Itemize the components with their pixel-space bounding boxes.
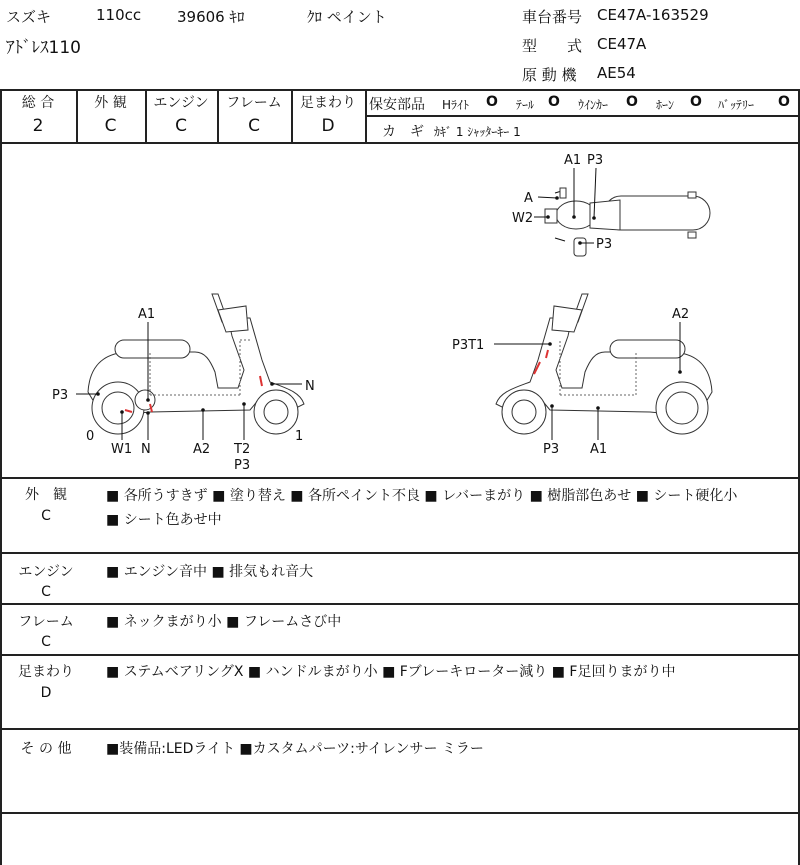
bullet-icon: ■ xyxy=(106,741,120,757)
detail-item: ステムベアリングX xyxy=(123,664,244,680)
detail-item: 排気もれ音大 xyxy=(229,564,314,580)
detail-items xyxy=(106,611,796,631)
diagram-label: A2 xyxy=(672,307,690,322)
divider xyxy=(0,552,800,554)
bullet-icon: ■ xyxy=(247,664,262,680)
diagram-label: P3 xyxy=(52,388,69,403)
detail-item: シート硬化小 xyxy=(653,488,738,504)
safety-mark-battery: O xyxy=(778,94,790,110)
bullet-icon: ■ xyxy=(290,488,304,504)
detail-item: 装備品:LEDライト xyxy=(119,741,235,757)
mileage: 39606 ｷﾛ xyxy=(177,8,245,26)
divider xyxy=(0,477,800,479)
grade-label-exterior: 外 観 xyxy=(94,95,127,111)
divider xyxy=(0,812,800,814)
key-value: ｶｷﾞ 1 ｼｬｯﾀｰｷｰ 1 xyxy=(434,125,521,139)
grade-value-suspension: D xyxy=(321,116,335,136)
detail-item: 各所ペイント不良 xyxy=(307,488,420,504)
bullet-icon: ■ xyxy=(551,664,565,680)
detail-category: フレーム xyxy=(18,614,74,630)
detail-item: ネックまがり小 xyxy=(123,614,222,630)
diagram-label: P3 xyxy=(596,237,613,252)
divider xyxy=(0,728,800,730)
safety-mark-headlight: O xyxy=(486,94,498,110)
detail-category: 足まわり xyxy=(18,664,74,680)
safety-item-tail: ﾃｰﾙ xyxy=(516,98,535,112)
scooter-left-view xyxy=(52,294,315,473)
divider xyxy=(0,654,800,656)
diagram-label: W2 xyxy=(512,211,534,226)
diagram-label: A1 xyxy=(138,307,156,322)
safety-mark-horn: O xyxy=(690,94,702,110)
type-value: CE47A xyxy=(597,35,647,53)
divider xyxy=(365,115,800,117)
bullet-icon: ■ xyxy=(382,664,396,680)
detail-category: 外 観 xyxy=(25,487,67,503)
detail-item: 塗り替え xyxy=(229,488,286,504)
bullet-icon: ■ xyxy=(106,512,120,528)
detail-grade: C xyxy=(41,634,51,650)
diagram-label: A2 xyxy=(193,442,211,457)
detail-grade: D xyxy=(40,685,52,701)
safety-item-winker: ｳｲﾝｶｰ xyxy=(578,98,609,112)
displacement: 110cc xyxy=(96,6,142,24)
bullet-icon: ■ xyxy=(239,741,253,757)
bullet-icon: ■ xyxy=(106,488,120,504)
bullet-icon: ■ xyxy=(226,614,240,630)
detail-items xyxy=(106,484,796,532)
diagram-label: P3 xyxy=(587,153,604,168)
detail-items xyxy=(106,738,796,758)
detail-item: 各所うすきず xyxy=(123,488,208,504)
detail-item: Fブレーキローター減り xyxy=(399,664,548,680)
diagram-label: T2 xyxy=(234,442,251,457)
paint: ｸﾛ ペイント xyxy=(307,8,387,26)
grade-label-engine: エンジン xyxy=(153,95,209,111)
detail-item: エンジン音中 xyxy=(123,564,207,580)
grade-value-exterior: C xyxy=(104,116,117,136)
model-name: ｱﾄﾞﾚｽ110 xyxy=(6,38,81,58)
diagram-label: P3T1 xyxy=(452,338,485,353)
diagram-label: N xyxy=(305,379,315,394)
detail-item: ハンドルまがり小 xyxy=(265,664,378,680)
grade-label-overall: 総 合 xyxy=(21,95,55,111)
divider xyxy=(0,89,800,91)
grade-value-engine: C xyxy=(175,116,187,136)
detail-category: エンジン xyxy=(18,564,74,580)
maker: スズキ xyxy=(6,8,52,26)
detail-grade: C xyxy=(41,584,51,600)
divider xyxy=(365,89,367,142)
safety-item-battery: ﾊﾞｯﾃﾘｰ xyxy=(718,98,755,112)
detail-category: そ の 他 xyxy=(20,741,72,757)
diagram-label: 0 xyxy=(86,429,95,444)
bullet-icon: ■ xyxy=(424,488,438,504)
safety-label: 保安部品 xyxy=(369,97,425,113)
diagram-label: W1 xyxy=(111,442,133,457)
safety-item-headlight: Hﾗｲﾄ xyxy=(442,98,470,112)
diagram-label: P3 xyxy=(234,458,251,473)
detail-item: F足回りまがり中 xyxy=(569,664,676,680)
chassis-value: CE47A-163529 xyxy=(597,6,709,24)
bullet-icon: ■ xyxy=(106,564,120,580)
diagram-label: N xyxy=(141,442,151,457)
detail-item: シート色あせ中 xyxy=(123,512,222,528)
safety-mark-winker: O xyxy=(626,94,638,110)
detail-grade: C xyxy=(41,508,51,524)
type-label: 型 式 xyxy=(522,37,583,55)
engine-label: 原 動 機 xyxy=(522,66,577,84)
detail-items xyxy=(106,661,796,681)
bullet-icon: ■ xyxy=(635,488,649,504)
bullet-icon: ■ xyxy=(212,488,226,504)
scooter-right-view xyxy=(452,294,712,457)
diagram-label: A1 xyxy=(564,153,582,168)
bullet-icon: ■ xyxy=(211,564,225,580)
diagram-label: P3 xyxy=(543,442,560,457)
diagram-label: A1 xyxy=(590,442,608,457)
grade-value-frame: C xyxy=(248,116,260,136)
detail-item: レバーまがり xyxy=(442,488,526,504)
chassis-label: 車台番号 xyxy=(522,8,583,26)
grade-label-frame: フレーム xyxy=(226,95,282,111)
diagram-label: 1 xyxy=(295,429,304,444)
engine-value: AE54 xyxy=(597,64,636,82)
key-label: カ ギ xyxy=(382,124,424,140)
scooter-top-view xyxy=(512,153,710,256)
detail-item: フレームさび中 xyxy=(243,614,342,630)
bullet-icon: ■ xyxy=(106,664,120,680)
divider xyxy=(0,603,800,605)
detail-items xyxy=(106,561,796,581)
safety-item-horn: ﾎｰﾝ xyxy=(656,98,675,112)
bullet-icon: ■ xyxy=(529,488,543,504)
bullet-icon: ■ xyxy=(106,614,120,630)
grade-label-suspension: 足まわり xyxy=(300,95,356,111)
grade-value-overall: 2 xyxy=(32,116,44,136)
detail-item: カスタムパーツ:サイレンサー ミラー xyxy=(252,741,484,757)
diagram-label: A xyxy=(524,191,533,206)
safety-mark-tail: O xyxy=(548,94,560,110)
scooter-diagram xyxy=(0,143,798,476)
border-right xyxy=(798,89,800,865)
detail-item: 樹脂部色あせ xyxy=(547,488,632,504)
